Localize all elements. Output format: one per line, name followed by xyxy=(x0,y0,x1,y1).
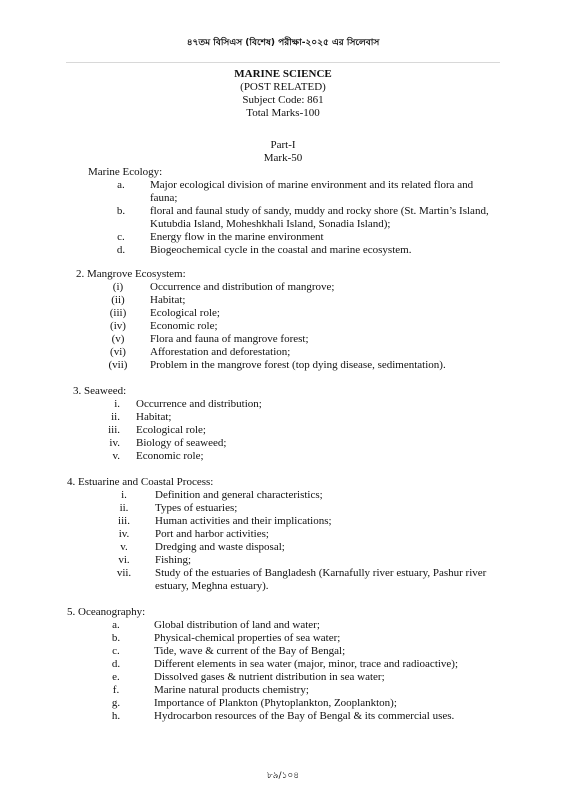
part-name: Part-I xyxy=(270,139,296,151)
item-text: Different elements in sea water (major, minor, trace and radioactive); xyxy=(154,658,459,670)
section-heading: Marine Ecology: xyxy=(88,166,163,178)
item-text: Biogeochemical cycle in the coastal and marine ecosystem. xyxy=(150,244,412,256)
section-heading: 5. Oceanography: xyxy=(67,606,146,618)
item-marker: ii. xyxy=(111,411,120,423)
item-text: Marine natural products chemistry; xyxy=(154,684,309,696)
item-marker: ii. xyxy=(119,502,129,514)
item-marker: v. xyxy=(120,541,128,553)
item-text: Dredging and waste disposal; xyxy=(155,541,285,553)
item-text: Problem in the mangrove forest (top dying disease, sedimentation). xyxy=(150,359,446,371)
header-divider xyxy=(66,62,500,63)
item-marker: e. xyxy=(112,671,120,683)
subject-code: Subject Code: 861 xyxy=(242,94,324,106)
item-marker: a. xyxy=(112,619,120,631)
item-text: Occurrence and distribution; xyxy=(136,398,262,410)
item-text: Economic role; xyxy=(150,320,218,332)
item-marker: v. xyxy=(112,450,120,462)
item-text: Flora and fauna of mangrove forest; xyxy=(150,333,309,345)
item-text: floral and faunal study of sandy, muddy and rocky shore (St. Martin’s Island, Kutubdia Island, Moheshkhali Island, Sonadia Island); xyxy=(150,205,489,230)
item-text: Tide, wave & current of the Bay of Bengal; xyxy=(154,645,346,657)
item-marker: h. xyxy=(111,710,121,722)
part-marks: Mark-50 xyxy=(263,152,303,164)
item-marker: i. xyxy=(114,398,120,410)
item-text: Definition and general characteristics; xyxy=(155,489,323,501)
item-marker: a. xyxy=(117,179,125,191)
item-marker: b. xyxy=(116,205,126,217)
item-marker: b. xyxy=(111,632,121,644)
item-marker: (v) xyxy=(111,333,125,345)
section-heading: 3. Seaweed: xyxy=(73,385,127,397)
subject-title: MARINE SCIENCE xyxy=(234,68,332,80)
item-marker: d. xyxy=(116,244,126,256)
item-text: Dissolved gases & nutrient distribution in sea water; xyxy=(154,671,385,683)
item-text: Energy flow in the marine environment xyxy=(150,231,324,243)
item-marker: iv. xyxy=(109,437,120,449)
item-text: Importance of Plankton (Phytoplankton, Zooplankton); xyxy=(154,697,397,709)
item-text: Physical-chemical properties of sea water; xyxy=(154,632,341,644)
item-marker: c. xyxy=(117,231,125,243)
item-marker: vi. xyxy=(118,554,130,566)
item-text: Types of estuaries; xyxy=(155,502,238,514)
item-text: Biology of seaweed; xyxy=(136,437,227,449)
item-text: Global distribution of land and water; xyxy=(154,619,320,631)
item-text: Fishing; xyxy=(155,554,192,566)
item-marker: (iii) xyxy=(109,307,127,319)
item-text: Occurrence and distribution of mangrove; xyxy=(150,281,335,293)
total-marks: Total Marks-100 xyxy=(246,107,320,119)
item-marker: vii. xyxy=(116,567,132,579)
item-text: Ecological role; xyxy=(136,424,206,436)
item-marker: f. xyxy=(112,684,120,696)
item-marker: iii. xyxy=(108,424,120,436)
subject-qualifier: (POST RELATED) xyxy=(240,81,326,93)
item-marker: (ii) xyxy=(111,294,125,306)
item-text: Human activities and their implications; xyxy=(155,515,332,527)
item-marker: c. xyxy=(112,645,120,657)
part-block xyxy=(0,139,566,165)
item-marker: i. xyxy=(121,489,127,501)
page-header: ৪৭তম বিসিএস (বিশেষ) পরীক্ষা-২০২৫ এর সিলেবাস xyxy=(186,38,380,48)
item-text: Economic role; xyxy=(136,450,204,462)
item-text: Study of the estuaries of Bangladesh (Karnafully river estuary, Pashur river estuary, Meghna estuary). xyxy=(155,567,487,592)
title-block xyxy=(0,68,566,120)
item-marker: (i) xyxy=(112,281,124,293)
page-number: ৮৯/১০৪ xyxy=(266,771,300,781)
section-heading: 4. Estuarine and Coastal Process: xyxy=(67,476,214,488)
item-text: Hydrocarbon resources of the Bay of Bengal & its commercial uses. xyxy=(154,710,455,722)
item-marker: (vi) xyxy=(110,346,126,358)
section-heading: 2. Mangrove Ecosystem: xyxy=(76,268,186,280)
item-marker: g. xyxy=(111,697,121,709)
item-marker: iii. xyxy=(118,515,130,527)
item-text: Habitat; xyxy=(136,411,172,423)
item-marker: iv. xyxy=(118,528,130,540)
item-text: Afforestation and deforestation; xyxy=(150,346,291,358)
item-text: Ecological role; xyxy=(150,307,220,319)
item-text: Major ecological division of marine environment and its related flora and fauna; xyxy=(150,179,474,204)
item-text: Port and harbor activities; xyxy=(155,528,269,540)
item-marker: (vii) xyxy=(108,359,128,371)
item-marker: d. xyxy=(111,658,121,670)
item-marker: (iv) xyxy=(110,320,126,332)
item-text: Habitat; xyxy=(150,294,186,306)
